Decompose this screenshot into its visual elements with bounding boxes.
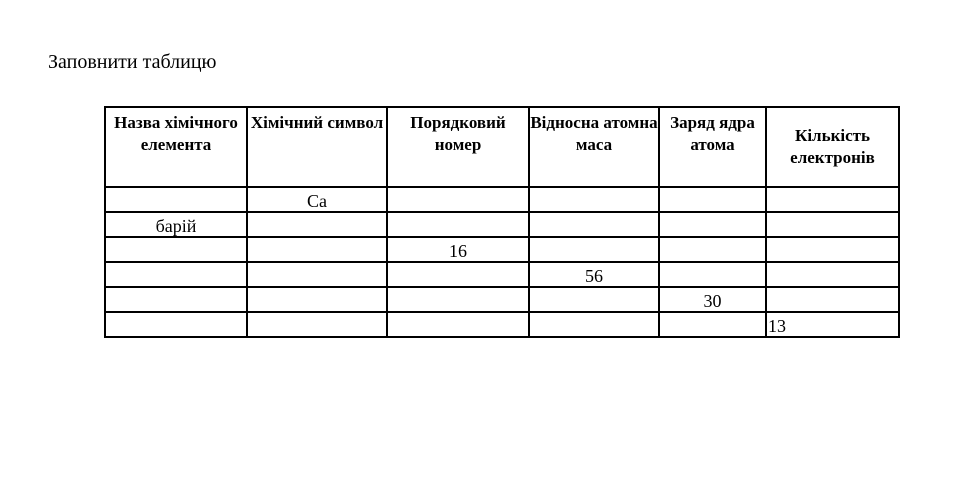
header-electron-count: Кількість електронів (766, 107, 899, 187)
table-cell (659, 212, 766, 237)
table-cell: 16 (387, 237, 529, 262)
table-cell (105, 187, 247, 212)
table-cell (247, 287, 387, 312)
header-nuclear-charge: Заряд ядра атома (659, 107, 766, 187)
table-cell: 30 (659, 287, 766, 312)
header-chemical-symbol: Хімічний символ (247, 107, 387, 187)
table-cell (387, 287, 529, 312)
table-cell (766, 287, 899, 312)
table-cell (659, 262, 766, 287)
table-cell (766, 237, 899, 262)
table-cell (659, 187, 766, 212)
table-row (105, 312, 899, 337)
table-cell: 56 (529, 262, 659, 287)
table-row (105, 287, 899, 312)
header-atomic-number: Порядковий номер (387, 107, 529, 187)
table-cell: 13 (766, 312, 899, 337)
table-cell (387, 312, 529, 337)
header-element-name: Назва хімічного елемента (105, 107, 247, 187)
table-cell (529, 187, 659, 212)
table-cell (247, 262, 387, 287)
table-cell (105, 237, 247, 262)
table-row (105, 237, 899, 262)
table-cell (766, 212, 899, 237)
table-cell (766, 262, 899, 287)
table-cell (387, 187, 529, 212)
instruction-text: Заповнити таблицю (48, 51, 217, 73)
table-header-row (105, 107, 899, 187)
table-cell (659, 312, 766, 337)
table-cell: Ca (247, 187, 387, 212)
table-cell: барій (105, 212, 247, 237)
table-cell (766, 187, 899, 212)
table-cell (387, 212, 529, 237)
table-row (105, 187, 899, 212)
table-cell (529, 312, 659, 337)
table-row (105, 262, 899, 287)
header-relative-atomic-mass: Відносна атомна маса (529, 107, 659, 187)
table-cell (387, 262, 529, 287)
table-cell (105, 287, 247, 312)
table-cell (247, 312, 387, 337)
table-cell (529, 237, 659, 262)
table-cell (529, 287, 659, 312)
table-cell (105, 262, 247, 287)
table-cell (659, 237, 766, 262)
table-cell (529, 212, 659, 237)
table-cell (247, 212, 387, 237)
table-row (105, 212, 899, 237)
table-cell (247, 237, 387, 262)
element-table (104, 106, 900, 338)
table-cell (105, 312, 247, 337)
